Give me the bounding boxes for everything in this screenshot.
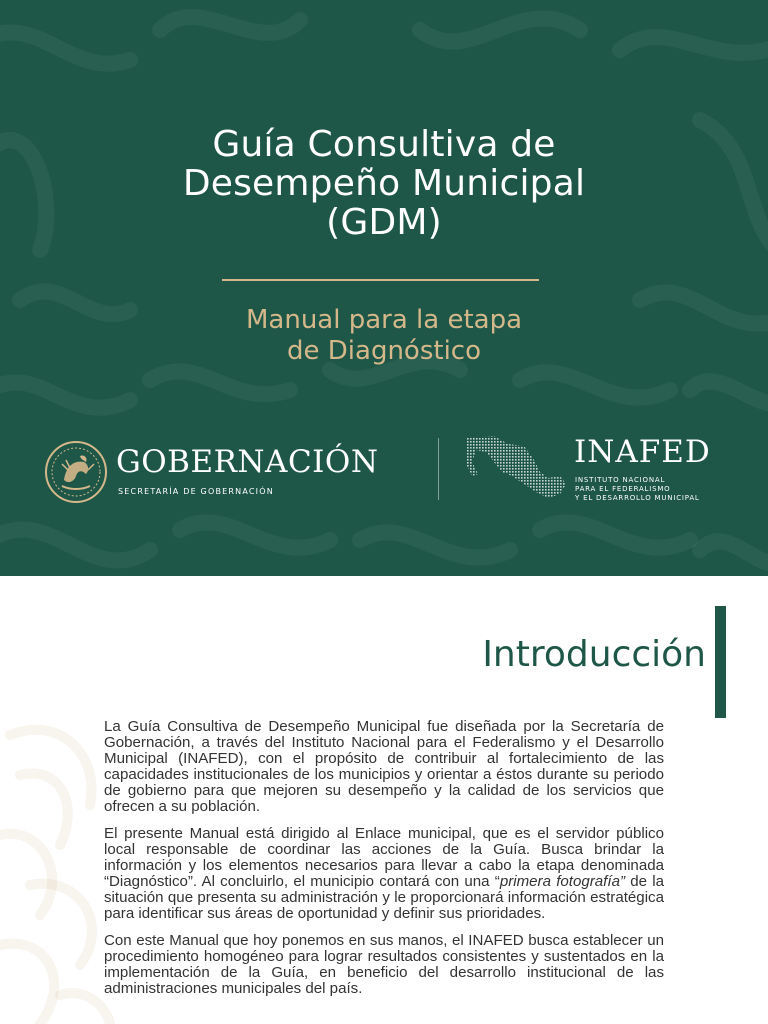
cover-title-line: Desempeño Municipal: [182, 162, 586, 204]
title-divider: [222, 279, 539, 281]
logo-divider: [438, 438, 439, 500]
mexico-map-icon: [464, 432, 568, 502]
cover-subtitle-line: Manual para la etapa: [245, 305, 523, 335]
paragraph: Con este Manual que hoy ponemos en sus manos, el INAFED busca establecer un procedimiento homogéneo para lograr resultados consistentes y sustentados en la implementación de la Guía, en beneficio del desarrollo institucional de las administraciones municipales del país.: [104, 932, 664, 997]
inafed-subtitle: [575, 476, 700, 503]
cover-title-line: (GDM): [326, 201, 442, 243]
inafed-subtitle-line: INSTITUTO NACIONAL: [575, 476, 666, 484]
cover-subtitle-line: de Diagnóstico: [287, 336, 481, 367]
emphasis-text: primera fotografía”: [499, 873, 625, 890]
gobernacion-subtitle: SECRETARÍA DE GOBERNACIÓN: [118, 487, 274, 496]
inafed-wordmark: INAFED: [574, 434, 711, 470]
inafed-logo: [464, 432, 734, 512]
eagle-seal-icon: [44, 440, 108, 504]
section-heading: Introducción: [482, 634, 706, 675]
cover-subtitle: [134, 305, 634, 367]
inafed-subtitle-line: Y EL DESARROLLO MUNICIPAL: [575, 494, 700, 502]
cover-title: [84, 126, 684, 243]
watermark-pattern: [0, 715, 120, 1024]
paragraph-text: de la situación que presenta su administración y le proporcionará información estratégica para identificar sus áreas de oportunidad y definir sus prioridades.: [104, 873, 664, 922]
paragraph: [104, 826, 664, 922]
paragraph: La Guía Consultiva de Desempeño Municipal fue diseñada por la Secretaría de Gobernación, a través del Instituto Nacional para el Federalismo y el Desarrollo Municipal (INAFED), con el propósito de contribuir al fortalecimiento de las capacidades institucionales de los municipios y orientar a éstos durante su periodo de gobierno para que mejoren su desempeño y la calidad de los servicios que ofrecen a su población.: [104, 718, 664, 815]
cover-title-line: Guía Consultiva de: [212, 124, 556, 165]
gobernacion-logo: [44, 440, 414, 510]
gobernacion-wordmark: GOBERNACIÓN: [116, 444, 379, 480]
paragraph-text: El presente Manual está dirigido al Enlace municipal, que es el servidor público local responsable de coordinar las acciones de la Guía. Busca brindar la información y los elementos necesarios para llevar a cabo la etapa denominada “Diagnóstico”. Al concluirlo, el municipio contará con una “: [104, 825, 664, 890]
intro-body: [104, 719, 664, 1008]
heading-accent-bar: [715, 606, 726, 718]
inafed-subtitle-line: PARA EL FEDERALISMO: [575, 485, 671, 493]
